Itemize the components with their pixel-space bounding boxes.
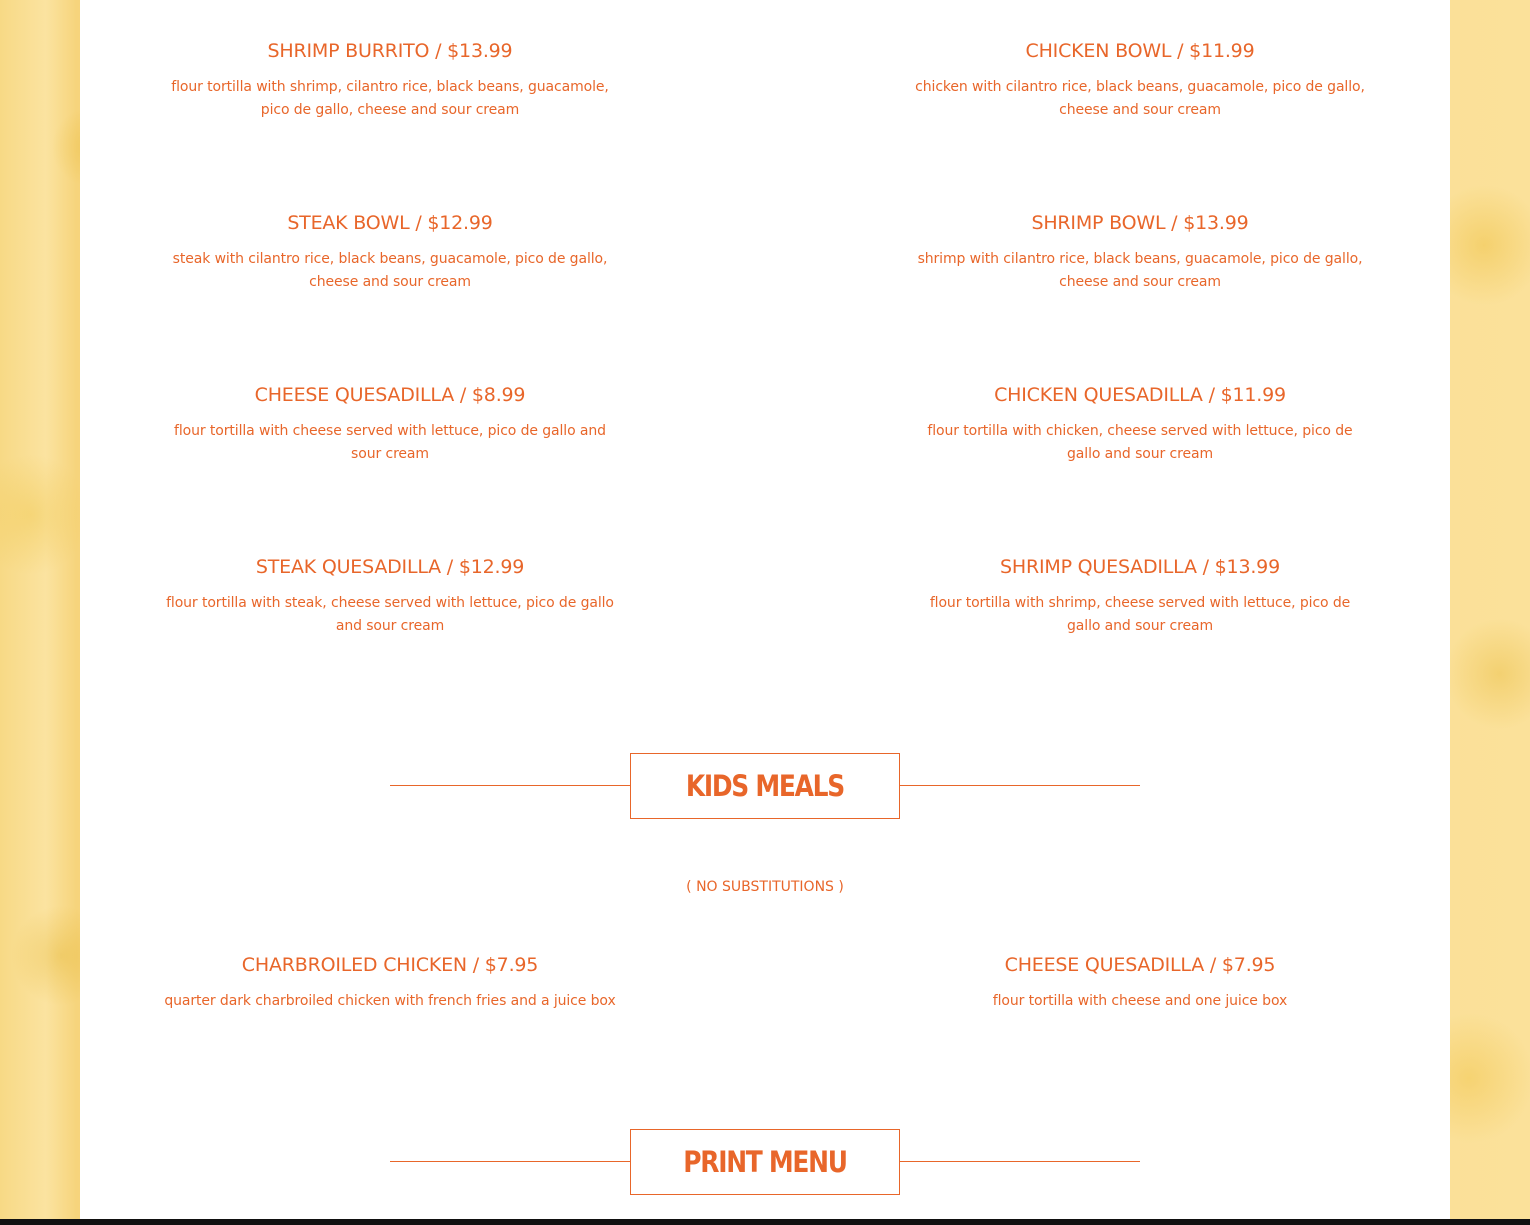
divider-line xyxy=(900,785,1140,786)
menu-item-description: quarter dark charbroiled chicken with french fries and a juice box xyxy=(164,993,616,1009)
menu-item-title: STEAK BOWL / $12.99 xyxy=(287,212,493,234)
kids-meals-header xyxy=(390,753,1140,819)
menu-item-description: shrimp with cilantro rice, black beans, guacamole, pico de gallo, cheese and sour cream xyxy=(917,251,1363,290)
menu-item-description: chicken with cilantro rice, black beans, guacamole, pico de gallo, cheese and sour cream xyxy=(915,79,1365,118)
menu-item xyxy=(912,39,1368,122)
menu-item-title: SHRIMP BOWL / $13.99 xyxy=(1031,212,1249,234)
kids-menu-item xyxy=(912,953,1368,1013)
menu-item xyxy=(912,383,1368,466)
menu-item-description: steak with cilantro rice, black beans, guacamole, pico de gallo, cheese and sour cream xyxy=(172,251,608,290)
menu-item xyxy=(162,211,618,294)
menu-item xyxy=(162,39,618,122)
divider-line xyxy=(390,1161,630,1162)
menu-item-title: CHICKEN QUESADILLA / $11.99 xyxy=(994,384,1286,406)
menu-item xyxy=(162,383,618,466)
menu-item xyxy=(162,555,618,638)
menu-item xyxy=(912,211,1368,294)
menu-item-description: flour tortilla with steak, cheese served with lettuce, pico de gallo and sour cream xyxy=(166,595,614,634)
menu-item-title: SHRIMP BURRITO / $13.99 xyxy=(267,40,513,62)
menu-item-description: flour tortilla with shrimp, cheese served with lettuce, pico de gallo and sour cream xyxy=(929,595,1351,634)
menu-item xyxy=(912,555,1368,638)
no-substitutions-note: ( NO SUBSTITUTIONS ) xyxy=(686,879,844,895)
print-menu-button[interactable] xyxy=(630,1129,900,1195)
kids-meals-title: KIDS MEALS xyxy=(685,769,845,803)
menu-item-title: CHEESE QUESADILLA / $7.95 xyxy=(1004,954,1276,976)
menu-item-title: CHEESE QUESADILLA / $8.99 xyxy=(254,384,526,406)
divider-line xyxy=(390,785,630,786)
menu-item-description: flour tortilla with cheese and one juice box xyxy=(992,993,1288,1009)
menu-item-description: flour tortilla with chicken, cheese served with lettuce, pico de gallo and sour cream xyxy=(927,423,1353,462)
print-menu-section xyxy=(390,1129,1140,1195)
kids-menu-item xyxy=(162,953,618,1013)
menu-item-title: STEAK QUESADILLA / $12.99 xyxy=(255,556,525,578)
print-menu-label: PRINT MENU xyxy=(683,1145,847,1179)
kids-meals-title-box xyxy=(630,753,900,819)
divider-line xyxy=(900,1161,1140,1162)
menu-item-title: SHRIMP QUESADILLA / $13.99 xyxy=(1000,556,1280,578)
menu-item-description: flour tortilla with cheese served with lettuce, pico de gallo and sour cream xyxy=(174,423,606,462)
menu-item-title: CHARBROILED CHICKEN / $7.95 xyxy=(241,954,539,976)
bottom-bar xyxy=(0,1219,1530,1225)
menu-item-title: CHICKEN BOWL / $11.99 xyxy=(1025,40,1255,62)
menu-item-description: flour tortilla with shrimp, cilantro rice, black beans, guacamole, pico de gallo, cheese and sour cream xyxy=(171,79,609,118)
